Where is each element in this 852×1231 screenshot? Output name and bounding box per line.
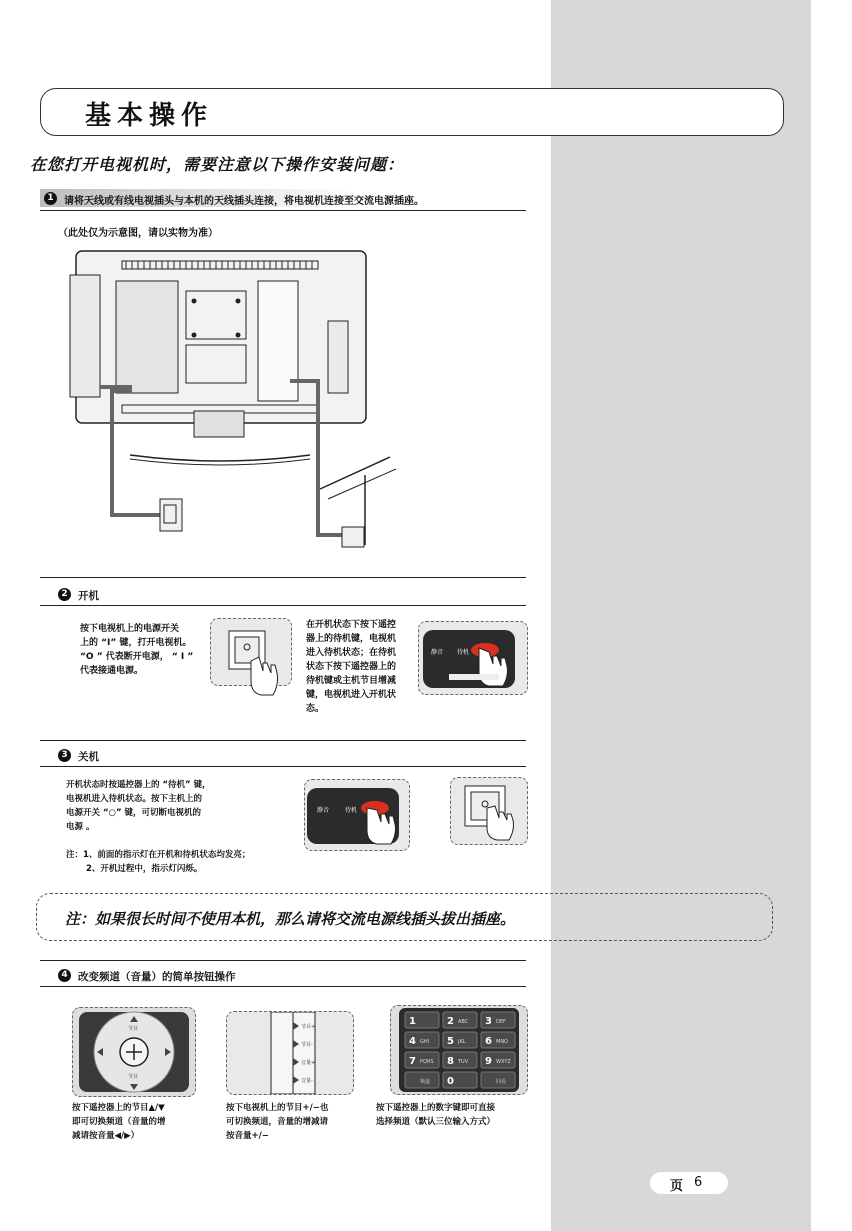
keypad-key-letters: WXYZ [496,1059,511,1065]
keypad-key-letters: ABC [458,1019,469,1025]
side-buttons-panel [226,1011,354,1095]
section3-text: 开机状态时按遥控器上的 “待机” 键， 电视机进入待机状态。按下主机上的 电源开关 “○” 键，可切断电视机的 电源 。 [66,780,211,832]
remote-standby-panel [418,621,528,695]
section3-title: 关机 [78,751,99,763]
dpad-label-up: 节目 [128,1026,139,1032]
section4-number: 4 [58,969,71,982]
remote-standby-icon [419,622,527,694]
keypad-key-letters: GHI [420,1039,430,1045]
power-switch-off-icon [461,784,521,842]
section3-rule-top [40,740,526,741]
keypad-key-digit: 2 [447,1016,454,1027]
power-switch-off-panel [450,777,528,845]
keypad-key-digit: 9 [485,1056,492,1067]
note-text: 注：如果很长时间不使用本机，那么请将交流电源线插头拔出插座。 [65,910,516,928]
section2-rule-top [40,577,526,578]
section2-number: 2 [58,588,71,601]
caption-side-buttons: 按下电视机上的节目+/−也 可切换频道，音量的增减请 按音量+/− [226,1103,329,1141]
note-box [36,893,773,941]
subheading: 在您打开电视机时，需要注意以下操作安装问题： [30,155,405,174]
keypad-key-digit: 6 [485,1036,492,1047]
remote-off-panel [304,779,410,851]
right-sidebar [551,0,811,1231]
section3-notes: 注：1、前面的指示灯在开机和待机状态均发亮； 2、开机过程中，指示灯闪烁。 [66,850,251,874]
section4-title: 改变频道（音量）的简单按钮操作 [78,971,236,983]
keypad-key-letters: TUV [458,1059,469,1065]
keypad-key-digit: 5 [447,1036,454,1047]
section4-rule-top [40,960,526,961]
side-button-ch-up: 节目+ [301,1024,316,1030]
remote-off-icon [305,780,409,850]
dpad-label-down: 节目 [128,1074,139,1080]
dpad-panel [72,1007,196,1097]
power-switch-icon [227,629,283,709]
page-title: 基本操作 [85,101,214,131]
section3-rule [40,766,526,767]
power-switch-panel [210,618,292,686]
keypad-key-digit: 8 [447,1056,454,1067]
keypad-key-letters: DEF [496,1019,506,1025]
keypad-icon [391,1006,527,1094]
keypad-panel [390,1005,528,1095]
section1-number: 1 [44,192,57,205]
keypad-key-digit: 7 [409,1056,416,1067]
title-box [40,88,784,136]
section2-title: 开机 [78,590,99,602]
keypad-key-letters: 频道 [420,1079,431,1085]
section1-rule [40,210,526,211]
dpad-icon [73,1008,195,1096]
keypad-key-letters: 回看 [496,1079,507,1085]
section2-right-text: 在开机状态下按下遥控 器上的待机键，电视机 进入待机状态；在待机 状态下按下遥控器上的 待机键或主机节目增减 键，电视机进入开机状 态。 [306,620,397,714]
remote-label-standby: 待机 [457,649,470,656]
remote-label-mute: 静音 [431,649,444,656]
keypad-key-digit: 0 [447,1076,454,1087]
section1-caption: （此处仅为示意图，请以实物为准） [58,228,218,239]
caption-dpad: 按下遥控器上的节目▲/▼ 即可切换频道（音量的增 减请按音量◀/▶） [72,1103,166,1141]
page-number: 6 [694,1175,703,1190]
keypad-key-letters: MNO [496,1039,508,1045]
page-label: 页 [670,1179,684,1194]
side-button-ch-down: 节目- [301,1042,313,1048]
keypad-key-digit: 4 [409,1036,416,1047]
section2-rule [40,605,526,606]
side-button-vol-up: 音量+ [301,1060,316,1066]
section4-rule [40,986,526,987]
side-button-vol-down: 音量- [301,1078,313,1084]
remote-off-label-mute: 静音 [317,807,330,814]
keypad-key-digit: 3 [485,1016,492,1027]
caption-keypad: 按下遥控器上的数字键即可直接 选择频道（默认三位输入方式） [376,1103,496,1127]
keypad-key-digit: 1 [409,1016,416,1027]
section2-left-text: 按下电视机上的电源开关 上的 “I” 键，打开电视机。 “O ” 代表断开电源， “ I ” 代表接通电源。 [80,624,194,676]
section3-number: 3 [58,749,71,762]
tv-illustration [60,245,410,565]
side-buttons-icon [227,1012,353,1094]
keypad-key-letters: JKL [458,1039,466,1045]
section1-text: 请将天线或有线电视插头与本机的天线插头连接，将电视机连接至交流电源插座。 [64,196,424,207]
keypad-key-letters: PQRS [420,1059,434,1065]
remote-off-label-standby: 待机 [345,807,358,814]
page-number-tab [650,1172,728,1194]
